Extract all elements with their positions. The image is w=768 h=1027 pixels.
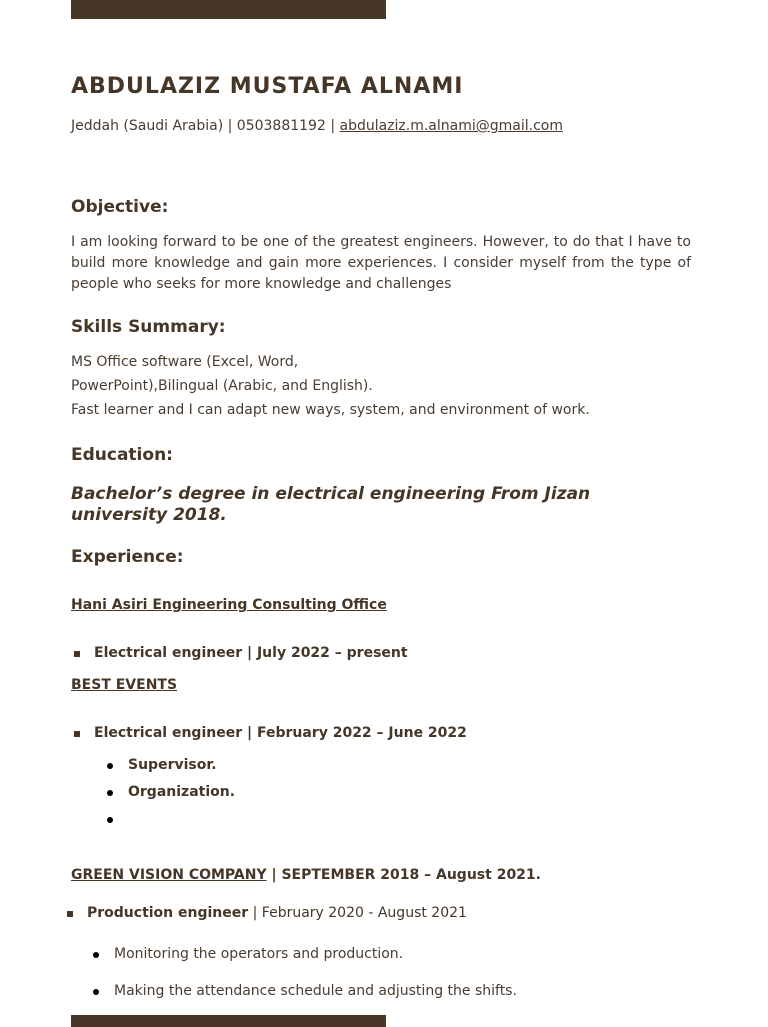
education-heading: Education:: [71, 445, 173, 465]
objective-text: I am looking forward to be one of the greatest engineers. However, to do that I have to build more knowledge and gain more experiences. I consider myself from the type of people who seeks for more knowledge and challenges: [71, 234, 691, 292]
bullet-dot-icon: [107, 763, 113, 769]
objective-heading: Objective:: [71, 197, 169, 217]
skills-line: MS Office software (Excel, Word,: [71, 354, 299, 370]
company-dates: | SEPTEMBER 2018 – August 2021.: [266, 867, 541, 883]
role-line: Electrical engineer | July 2022 – present: [94, 645, 408, 661]
experience-heading: Experience:: [71, 547, 184, 567]
duty-item: Monitoring the operators and production.: [114, 946, 404, 962]
header-decor-bar: [71, 0, 386, 19]
contact-line: [71, 118, 563, 134]
company-name: GREEN VISION COMPANY: [71, 867, 267, 883]
skills-heading: Skills Summary:: [71, 317, 226, 337]
skills-line: Fast learner and I can adapt new ways, system, and environment of work.: [71, 402, 590, 418]
education-degree: Bachelor’s degree in electrical engineering From Jizan university 2018.: [71, 484, 591, 525]
square-bullet-icon: [74, 651, 80, 657]
contact-info: Jeddah (Saudi Arabia) | 0503881192 |: [71, 118, 340, 134]
role-title: Production engineer: [87, 905, 249, 921]
role-line: [87, 905, 467, 921]
skills-line: PowerPoint),Bilingual (Arabic, and English).: [71, 378, 373, 394]
square-bullet-icon: [74, 731, 80, 737]
bullet-dot-icon: [93, 989, 99, 995]
bullet-dot-icon: [107, 790, 113, 796]
square-bullet-icon: [67, 911, 73, 917]
company-name: Hani Asiri Engineering Consulting Office: [71, 597, 387, 613]
footer-decor-bar: [71, 1015, 386, 1027]
company-line: [71, 867, 541, 883]
bullet-dot-icon: [93, 952, 99, 958]
bullet-dot-icon: [107, 817, 113, 823]
duty-item: Organization.: [128, 784, 236, 800]
company-name: BEST EVENTS: [71, 677, 178, 693]
email-link[interactable]: abdulaziz.m.alnami@gmail.com: [339, 118, 563, 134]
duty-item: Making the attendance schedule and adjusting the shifts.: [114, 983, 517, 999]
role-line: Electrical engineer | February 2022 – June 2022: [94, 725, 467, 741]
duty-item: Supervisor.: [128, 757, 217, 773]
role-dates: | February 2020 - August 2021: [248, 905, 467, 921]
candidate-name: ABDULAZIZ MUSTAFA ALNAMI: [71, 74, 464, 99]
